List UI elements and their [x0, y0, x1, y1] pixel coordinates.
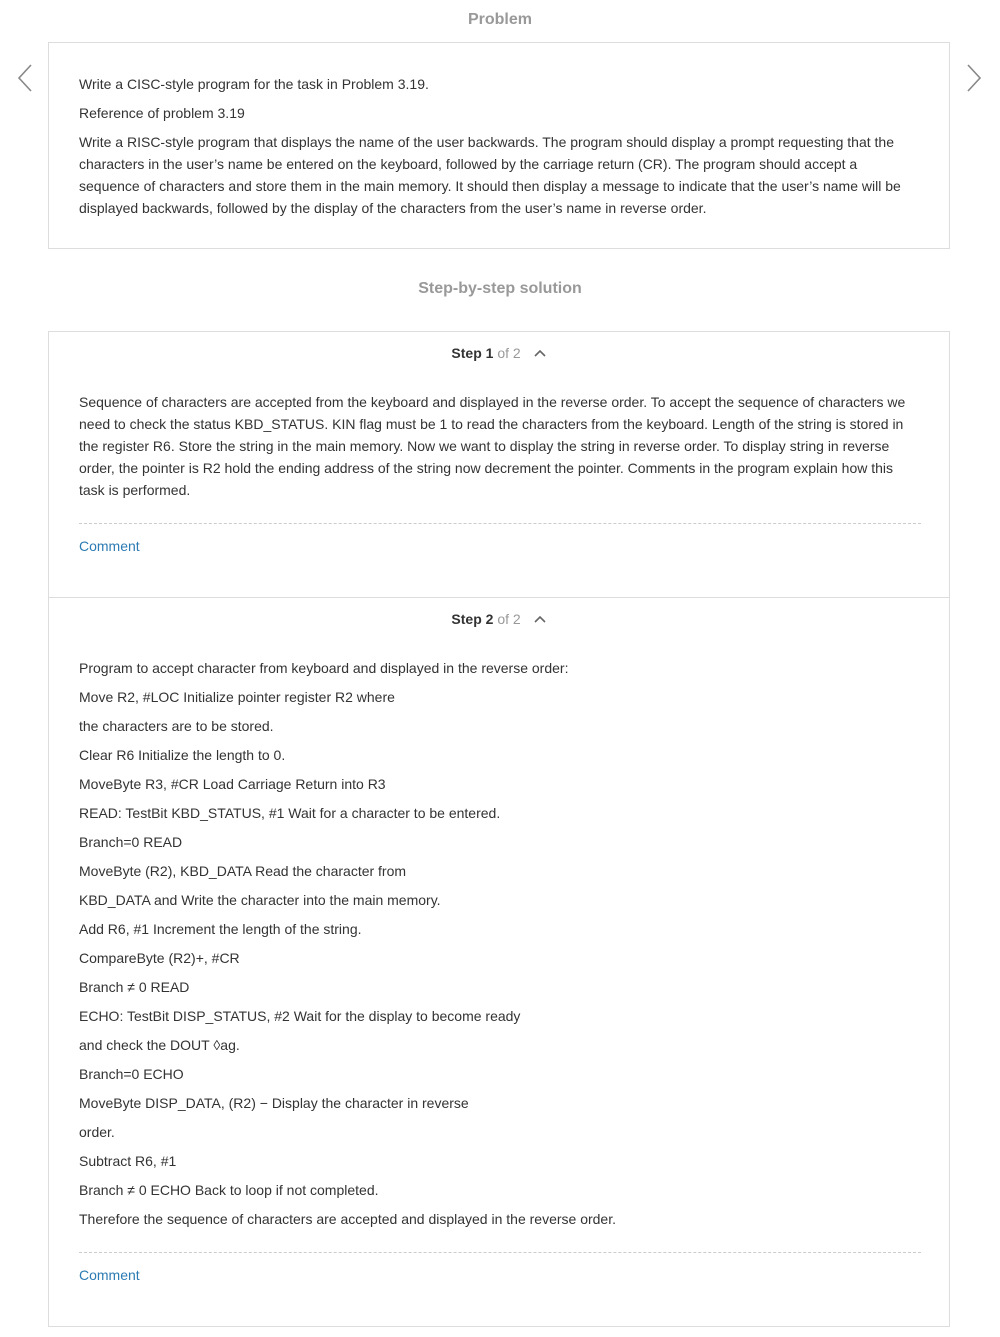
problem-paragraph: Reference of problem 3.19 — [79, 105, 245, 121]
step-count: of 2 — [497, 611, 521, 627]
code-line: ECHO: TestBit DISP_STATUS, #2 Wait for the display to become ready — [79, 1008, 521, 1024]
code-line: order. — [79, 1124, 115, 1140]
code-line: READ: TestBit KBD_STATUS, #1 Wait for a character to be entered. — [79, 805, 501, 821]
steps-box — [48, 331, 950, 1327]
chevron-up-icon[interactable] — [533, 344, 547, 362]
problem-box — [48, 42, 950, 249]
step-1 — [49, 332, 949, 598]
code-line: Subtract R6, #1 — [79, 1153, 177, 1169]
comment-link[interactable]: Comment — [79, 1267, 140, 1283]
chevron-left-icon[interactable] — [16, 62, 34, 94]
code-line: and check the DOUT ◊ag. — [79, 1037, 240, 1053]
step-body — [79, 657, 919, 1237]
code-line: KBD_DATA and Write the character into the main memory. — [79, 892, 441, 908]
divider — [79, 523, 921, 524]
chevron-up-icon[interactable] — [533, 610, 547, 628]
code-line: Branch ≠ 0 ECHO Back to loop if not completed. — [79, 1182, 379, 1198]
comment-link[interactable]: Comment — [79, 538, 140, 554]
step-count: of 2 — [497, 345, 521, 361]
code-line: Branch ≠ 0 READ — [79, 979, 190, 995]
chevron-right-icon[interactable] — [965, 62, 983, 94]
solution-title: Step-by-step solution — [418, 280, 582, 297]
problem-paragraph: Write a RISC-style program that displays the name of the user backwards. The program should display a prompt requesting that the characters in the user’s name be entered on the keyboard, followed by the carriage return (CR). The program should accept a sequence of characters and store them in the main memory. It should then display a message to indicate that the user’s name will be displayed backwards, followed by the display of the characters from the user’s name in reverse order. — [79, 134, 901, 216]
code-line: Move R2, #LOC Initialize pointer register R2 where — [79, 689, 395, 705]
code-line: CompareByte (R2)+, #CR — [79, 950, 240, 966]
code-line: MoveByte R3, #CR Load Carriage Return into R3 — [79, 776, 386, 792]
code-line: Program to accept character from keyboard and displayed in the reverse order: — [79, 660, 569, 676]
problem-title: Problem — [467, 11, 532, 28]
step-label: Step 1 — [451, 345, 494, 361]
problem-paragraph: Write a CISC-style program for the task in Problem 3.19. — [79, 76, 429, 92]
code-line: MoveByte (R2), KBD_DATA Read the character from — [79, 863, 407, 879]
step-header — [49, 610, 949, 628]
code-line: Clear R6 Initialize the length to 0. — [79, 747, 286, 763]
code-line: the characters are to be stored. — [79, 718, 274, 734]
code-line: Branch=0 ECHO — [79, 1066, 184, 1082]
step-body: Sequence of characters are accepted from the keyboard and displayed in the reverse order. To accept the sequence of characters we need to check the status KBD_STATUS. KIN flag must be 1 to read the characters from the keyboard. Length of the string is stored in the register R6. Store the string in the main memory. Now we want to display the string in reverse order. To display string in reverse order, the pointer is R2 hold the ending address of the string now decrement the pointer. Comments in the program explain how this task is performed. — [79, 394, 906, 498]
code-line: Add R6, #1 Increment the length of the string. — [79, 921, 362, 937]
code-line: MoveByte DISP_DATA, (R2) − Display the character in reverse — [79, 1095, 469, 1111]
step-label: Step 2 — [451, 611, 494, 627]
divider — [79, 1252, 921, 1253]
step-2 — [49, 598, 949, 1326]
code-line: Therefore the sequence of characters are accepted and displayed in the reverse order. — [79, 1211, 616, 1227]
step-header — [49, 344, 949, 362]
code-line: Branch=0 READ — [79, 834, 183, 850]
